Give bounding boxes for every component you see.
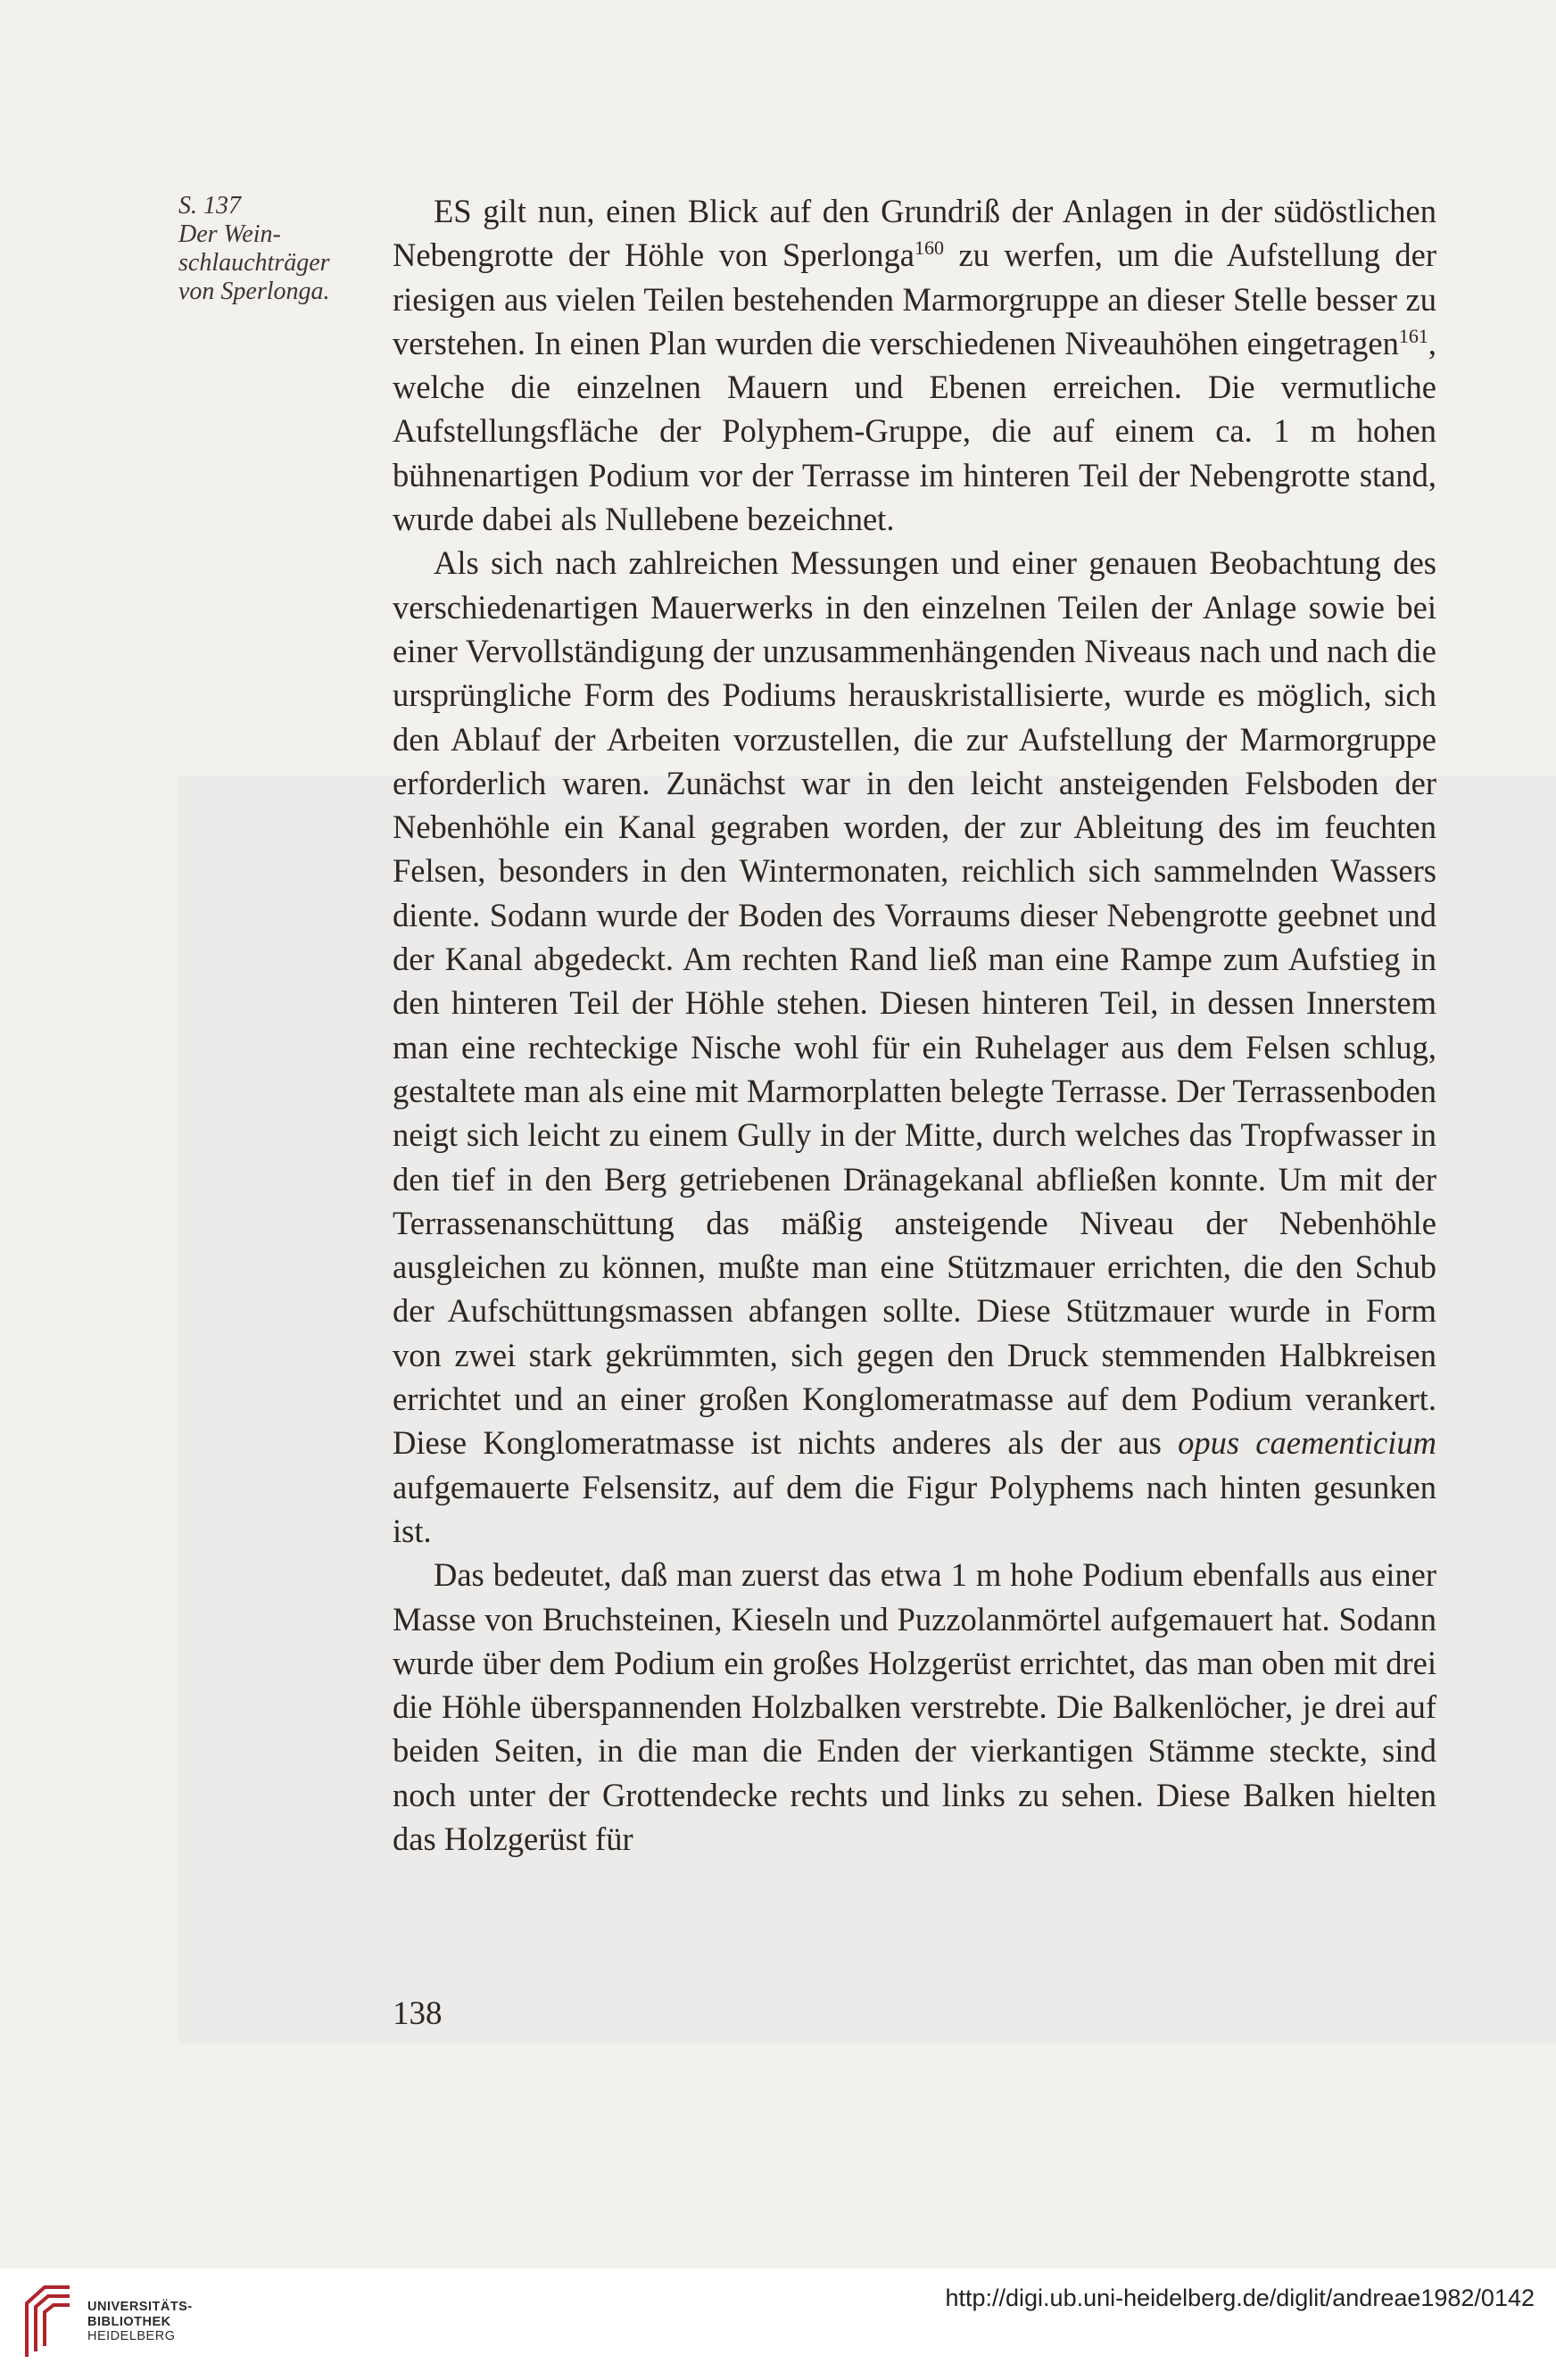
source-url-link[interactable]: http://digi.ub.uni-heidelberg.de/diglit/andreae1982/0142 — [945, 2285, 1535, 2311]
body-text — [393, 189, 1436, 1861]
margin-note-line: S. 137 — [178, 192, 241, 220]
library-logo-text — [87, 2300, 193, 2344]
paragraph-2 — [393, 541, 1436, 1553]
footnote-ref: 161 — [1398, 324, 1428, 347]
paragraph-text: ES gilt nun, einen Blick auf den Grundriß der Anlagen in der südöstlichen Nebengrotte der Höhle von Sperlonga — [393, 193, 1436, 274]
paragraph-text: aufgemauerte Felsensitz, auf dem die Figur Polyphems nach hinten gesunken ist. — [393, 1468, 1436, 1549]
page-number: 138 — [393, 1995, 443, 2032]
library-logo-icon — [18, 2280, 79, 2362]
italic-term: opus caementicium — [1178, 1424, 1436, 1462]
paragraph-text: zu werfen, um die Aufstellung der riesigen aus vielen Teilen bestehenden Marmorgruppe an dieser Stelle besser zu verstehen. In einen Plan wurden die verschiedenen Niveauhöhen eingetragen — [393, 236, 1437, 361]
paragraph-text: , welche die einzelnen Mauern und Ebenen erreichen. Die vermutliche Aufstellungsfläche der Polyphem-Gruppe, die auf einem ca. 1 m hohen bühnenartigen Podium vor der Terrasse im hinteren Teil der Nebengrotte stand, wurde dabei als Nullebene bezeichnet. — [393, 324, 1436, 538]
margin-note-line: Der Wein- — [178, 220, 281, 248]
footnote-ref: 160 — [914, 236, 944, 260]
margin-note-line: schlauchträger — [178, 249, 330, 277]
logo-line: UNIVERSITÄTS- — [87, 2300, 193, 2314]
logo-line: HEIDELBERG — [87, 2329, 176, 2343]
logo-line: BIBLIOTHEK — [87, 2314, 171, 2329]
margin-note — [178, 192, 366, 306]
paragraph-3: Das bedeutet, daß man zuerst das etwa 1 m hohe Podium ebenfalls aus einer Masse von Bruchsteinen, Kieseln und Puzzolanmörtel aufgemauert hat. Sodann wurde über dem Podium ein großes Holzgerüst errichtet, das man oben mit drei die Höhle überspannenden Holzbalken verstrebte. Die Balkenlöcher, je drei auf beiden Seiten, in die man die Enden der vierkantigen Stämme steckte, sind noch unter der Grottendecke rechts und links zu sehen. Diese Balken hielten das Holzgerüst für — [393, 1556, 1436, 1857]
paragraph-text: Als sich nach zahlreichen Messungen und einer genauen Beobachtung des verschiedenartigen Mauerwerks in den einzelnen Teilen der Anlage sowie bei einer Vervollständigung der unzusammenhängenden Niveaus nach und nach die ursprüngliche Form des Podiums herauskristallisierte, wurde es möglich, sich den Ablauf der Arbeiten vorzustellen, die zur Aufstellung der Marmorgruppe erforderlich waren. Zunächst war in den leicht ansteigenden Felsboden der Nebenhöhle ein Kanal gegraben worden, der zur Ableitung des im feuchten Felsen, besonders in den Wintermonaten, reichlich sich sammelnden Wassers diente. Sodann wurde der Boden des Vorraums dieser Nebengrotte geebnet und der Kanal abgedeckt. Am rechten Rand ließ man eine Rampe zum Aufstieg in den hinteren Teil der Höhle stehen. Diesen hinteren Teil, in dessen Innerstem man eine rechteckige Nische wohl für ein Ruhelager aus dem Felsen schlug, gestaltete man als eine mit Marmorplatten belegte Terrasse. Der Terrassenboden neigt sich leicht zu einem Gully in der Mitte, durch welches das Tropfwasser in den tief in den Berg getriebenen Dränagekanal abfließen konnte. Um mit der Terrassenanschüttung das mäßig ansteigende Niveau der Nebenhöhle ausgleichen zu können, mußte man eine Stützmauer errichten, die den Schub der Aufschüttungsmassen abfangen sollte. Diese Stützmauer wurde in Form von zwei stark gekrümmten, sich gegen den Druck stemmenden Halbkreisen errichtet und an einer großen Konglomeratmasse auf dem Podium verankert. Diese Konglomeratmasse ist nichts anderes als der aus — [393, 544, 1436, 1462]
paragraph-1 — [393, 189, 1436, 541]
margin-note-line: von Sperlonga. — [178, 278, 330, 305]
